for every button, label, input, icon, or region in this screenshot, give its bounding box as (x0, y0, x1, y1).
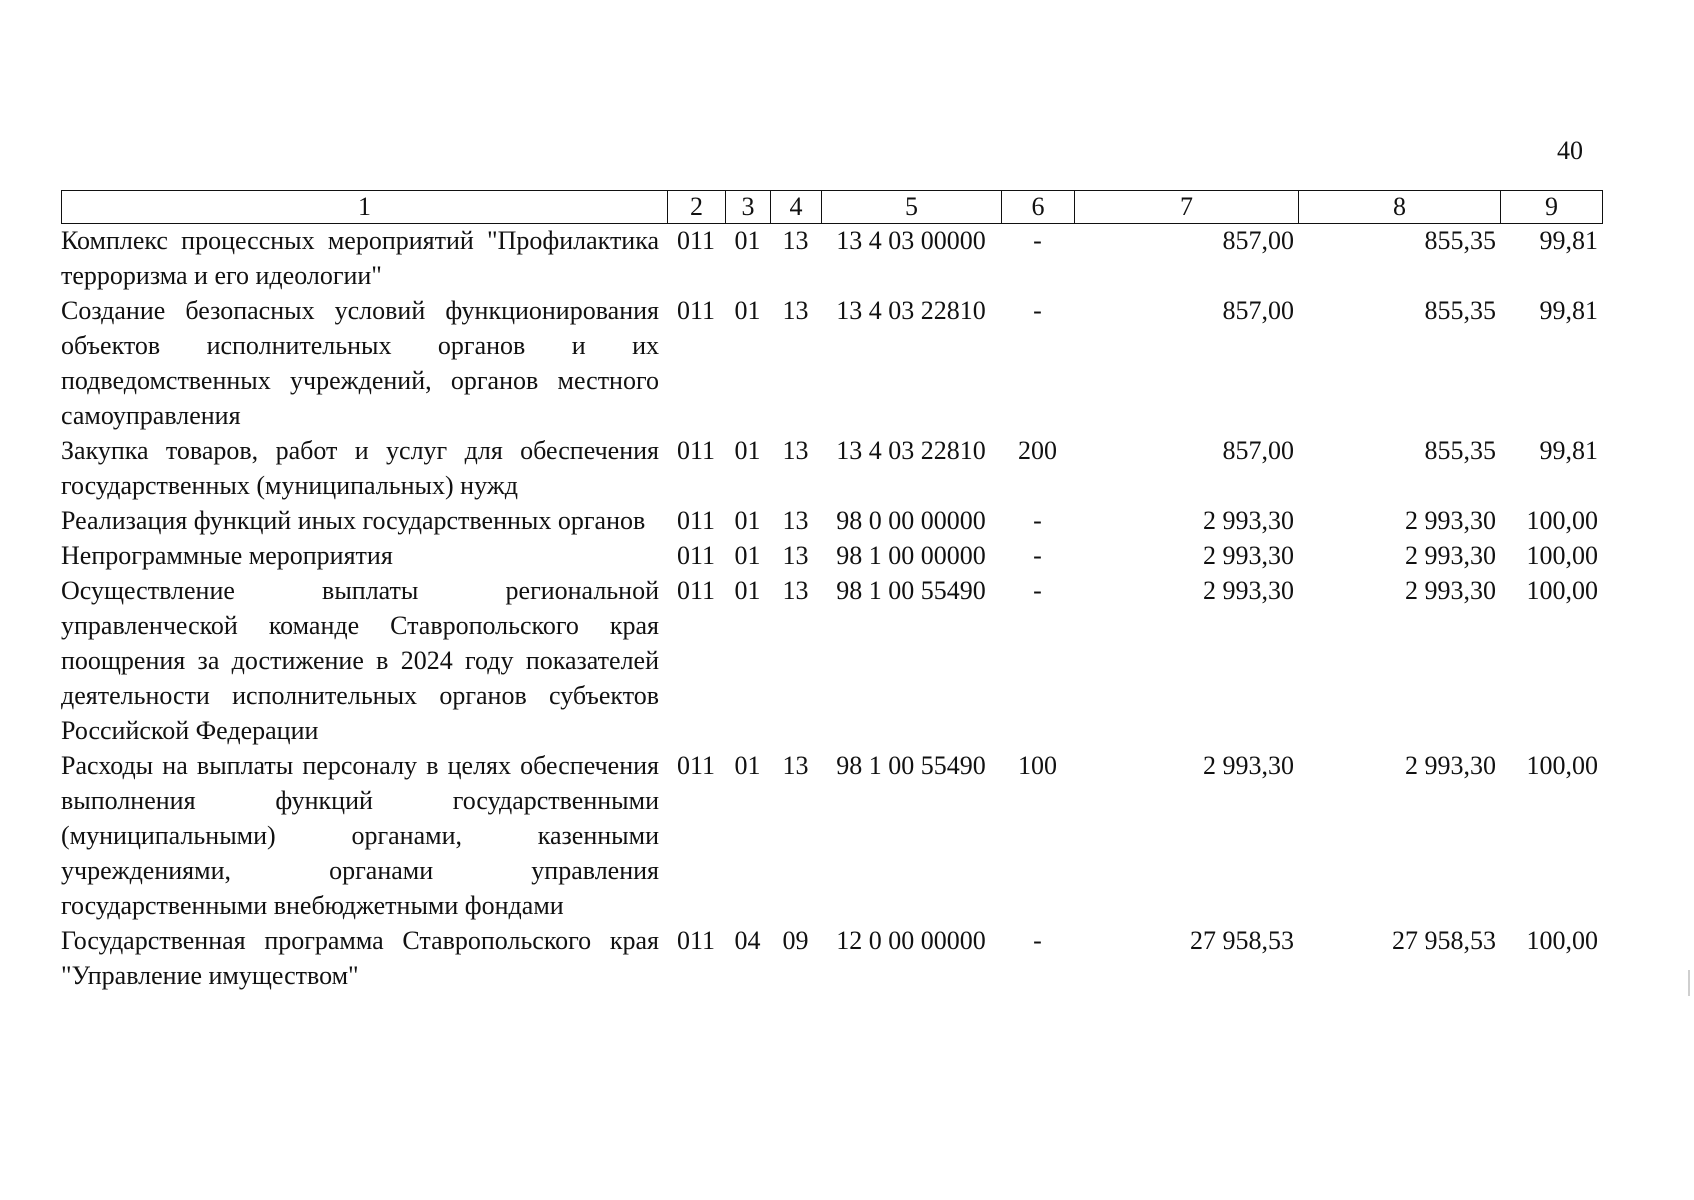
code-section: 01 (734, 751, 761, 780)
code-ministry: 011 (676, 541, 716, 570)
code-subsection: 13 (782, 751, 809, 780)
code-subsection: 13 (782, 576, 809, 605)
header-col-2: 2 (668, 191, 726, 224)
code-subsection: 09 (782, 926, 809, 955)
percent-executed: 99,81 (1539, 296, 1598, 325)
table-row (61, 748, 1602, 923)
code-expense-type: 200 (1018, 436, 1057, 465)
amount-planned: 2 993,30 (1203, 506, 1294, 535)
amount-executed: 2 993,30 (1405, 751, 1496, 780)
amount-executed: 2 993,30 (1405, 576, 1496, 605)
table-row (61, 573, 1602, 748)
code-subsection: 13 (782, 506, 809, 535)
amount-planned: 857,00 (1222, 296, 1294, 325)
code-section: 01 (734, 576, 761, 605)
percent-executed: 100,00 (1526, 541, 1598, 570)
code-target-article: 98 1 00 55490 (836, 751, 986, 780)
item-name: Создание безопасных условий функционирования объектов исполнительных органов и их подведомственных учреждений, органов местного самоуправления (61, 296, 659, 430)
percent-executed: 100,00 (1526, 926, 1598, 955)
code-expense-type: - (1033, 506, 1042, 535)
code-ministry: 011 (676, 751, 716, 780)
table-row (61, 923, 1602, 993)
table-row (61, 433, 1602, 503)
table-row (61, 503, 1602, 538)
code-target-article: 12 0 00 00000 (836, 926, 986, 955)
amount-executed: 855,35 (1424, 436, 1496, 465)
code-section: 01 (734, 226, 761, 255)
amount-executed: 2 993,30 (1405, 541, 1496, 570)
code-subsection: 13 (782, 226, 809, 255)
code-section: 01 (734, 506, 761, 535)
code-expense-type: - (1033, 541, 1042, 570)
table-row (61, 223, 1602, 293)
header-col-4: 4 (771, 191, 822, 224)
item-name: Осуществление выплаты региональной управленческой команде Ставропольского края поощрения за достижение в 2024 году показателей деятельности исполнительных органов субъектов Российской Федерации (61, 576, 659, 745)
amount-executed: 855,35 (1424, 296, 1496, 325)
code-expense-type: 100 (1018, 751, 1057, 780)
header-col-6: 6 (1002, 191, 1075, 224)
table-row (61, 293, 1602, 433)
budget-table (61, 223, 1602, 993)
code-expense-type: - (1033, 226, 1042, 255)
percent-executed: 99,81 (1539, 436, 1598, 465)
header-col-9: 9 (1501, 191, 1603, 224)
code-ministry: 011 (676, 226, 716, 255)
code-target-article: 13 4 03 22810 (836, 436, 986, 465)
table-body (61, 223, 1602, 993)
percent-executed: 100,00 (1526, 506, 1598, 535)
amount-planned: 2 993,30 (1203, 576, 1294, 605)
code-subsection: 13 (782, 541, 809, 570)
amount-executed: 27 958,53 (1392, 926, 1496, 955)
code-ministry: 011 (676, 576, 716, 605)
percent-executed: 99,81 (1539, 226, 1598, 255)
code-section: 01 (734, 541, 761, 570)
header-col-3: 3 (726, 191, 771, 224)
amount-planned: 27 958,53 (1190, 926, 1294, 955)
amount-executed: 2 993,30 (1405, 506, 1496, 535)
code-expense-type: - (1033, 576, 1042, 605)
code-target-article: 98 1 00 55490 (836, 576, 986, 605)
page-number: 40 (1557, 136, 1583, 165)
code-section: 01 (734, 296, 761, 325)
item-name: Закупка товаров, работ и услуг для обеспечения государственных (муниципальных) нужд (61, 436, 659, 500)
amount-planned: 2 993,30 (1203, 751, 1294, 780)
code-target-article: 13 4 03 22810 (836, 296, 986, 325)
code-ministry: 011 (676, 296, 716, 325)
code-target-article: 98 0 00 00000 (836, 506, 986, 535)
code-section: 01 (734, 436, 761, 465)
code-expense-type: - (1033, 926, 1042, 955)
item-name: Комплекс процессных мероприятий "Профилактика терроризма и его идеологии" (61, 226, 659, 290)
code-ministry: 011 (676, 926, 716, 955)
header-col-1: 1 (62, 191, 668, 224)
header-col-5: 5 (822, 191, 1002, 224)
amount-planned: 857,00 (1222, 436, 1294, 465)
item-name: Расходы на выплаты персоналу в целях обеспечения выполнения функций государственными (муниципальными) органами, казенными учреждениями, органами управления государственными внебюджетными фондами (61, 751, 659, 920)
code-section: 04 (734, 926, 761, 955)
percent-executed: 100,00 (1526, 576, 1598, 605)
code-ministry: 011 (676, 436, 716, 465)
item-name: Реализация функций иных государственных органов (61, 506, 646, 535)
code-ministry: 011 (676, 506, 716, 535)
scan-artifact (1688, 970, 1690, 996)
code-expense-type: - (1033, 296, 1042, 325)
percent-executed: 100,00 (1526, 751, 1598, 780)
code-target-article: 98 1 00 00000 (836, 541, 986, 570)
amount-planned: 857,00 (1222, 226, 1294, 255)
header-col-7: 7 (1075, 191, 1299, 224)
item-name: Непрограммные мероприятия (61, 541, 393, 570)
amount-planned: 2 993,30 (1203, 541, 1294, 570)
item-name: Государственная программа Ставропольского края "Управление имуществом" (61, 926, 659, 990)
code-target-article: 13 4 03 00000 (836, 226, 986, 255)
amount-executed: 855,35 (1424, 226, 1496, 255)
code-subsection: 13 (782, 296, 809, 325)
header-col-8: 8 (1299, 191, 1501, 224)
table-row (61, 538, 1602, 573)
column-number-header (61, 190, 1603, 224)
code-subsection: 13 (782, 436, 809, 465)
